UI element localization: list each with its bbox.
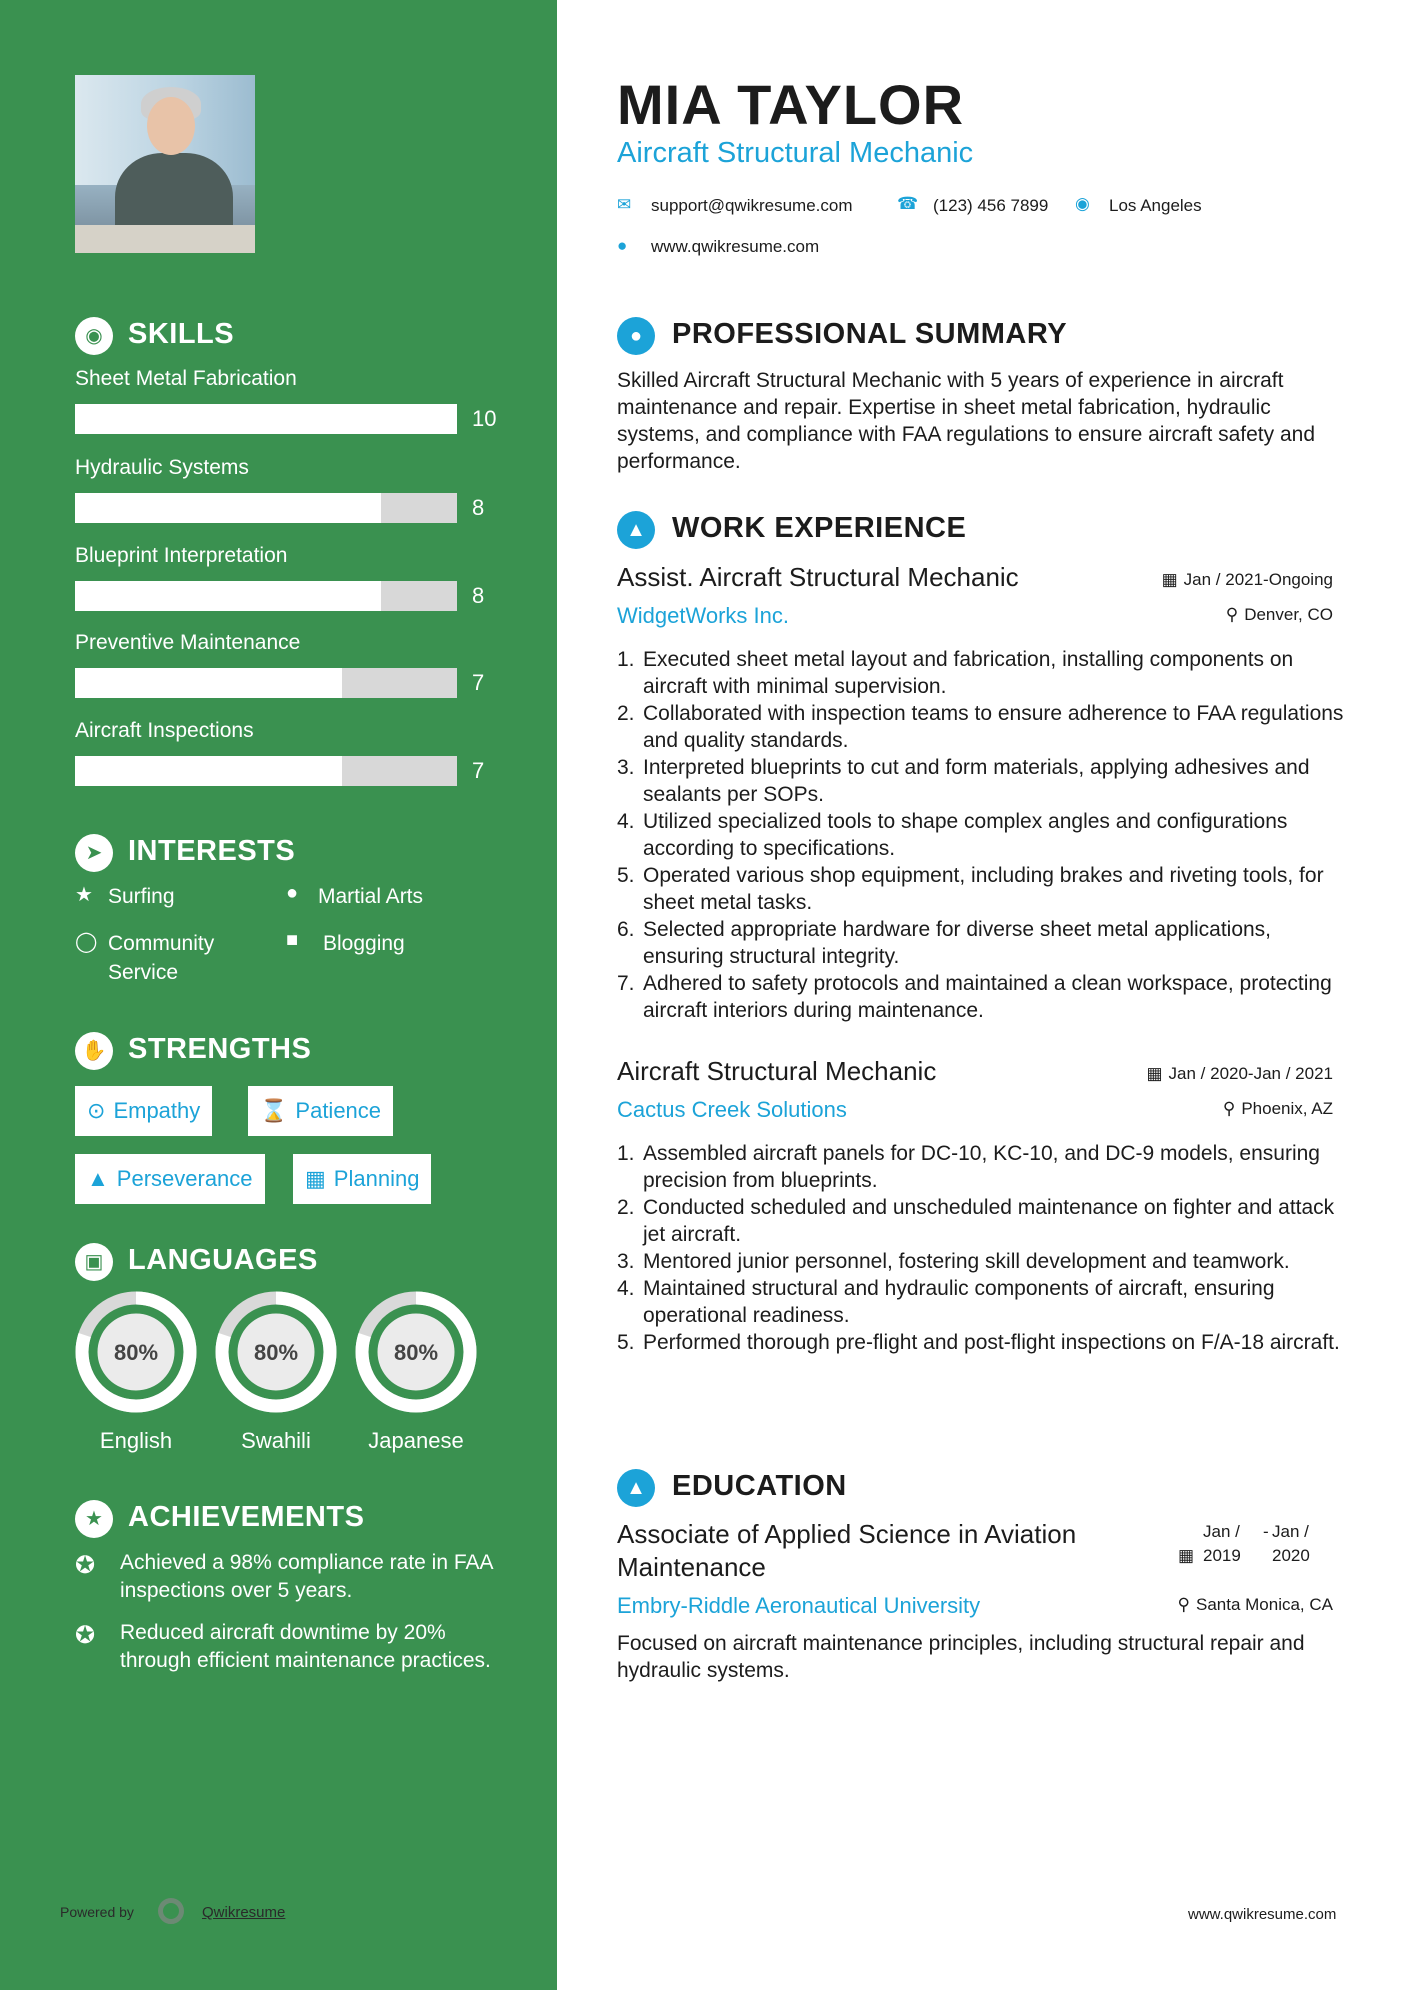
- list-item: 3. Mentored junior personnel, fostering skill development and teamwork.: [617, 1250, 1290, 1273]
- language-name: English: [99, 1428, 173, 1453]
- language-progress-ring: [214, 1290, 338, 1414]
- skill-bar: [75, 404, 457, 434]
- skill-bar: [75, 493, 457, 523]
- qwikresume-logo: [158, 1898, 184, 1924]
- language-progress-ring: [74, 1290, 198, 1414]
- qwikresume-link[interactable]: Qwikresume: [202, 1904, 286, 1921]
- star-icon: ★: [75, 884, 93, 906]
- candidate-role: Aircraft Structural Mechanic: [617, 137, 974, 169]
- skill-value: 7: [472, 670, 485, 695]
- skill-value: 10: [472, 406, 497, 431]
- candidate-name: MIA TAYLOR: [617, 73, 965, 136]
- skill-name: Preventive Maintenance: [75, 631, 301, 654]
- users-icon: ■: [286, 929, 299, 951]
- edu-location: ⚲ Santa Monica, CA: [1177, 1595, 1333, 1614]
- skill-value: 8: [472, 495, 485, 520]
- list-item: 5. Performed thorough pre-flight and post-flight inspections on F/A-18 aircraft.: [617, 1331, 1340, 1354]
- calendar-icon: ▦: [1178, 1546, 1195, 1565]
- contact-phone: (123) 456 7899: [933, 196, 1049, 215]
- skills-heading: SKILLS: [128, 318, 235, 350]
- strength-chip: ⌛ Patience: [248, 1086, 393, 1136]
- profile-photo: [75, 75, 255, 253]
- skill-bar: [75, 668, 457, 698]
- education-heading: EDUCATION: [672, 1470, 847, 1502]
- list-item: 5. Operated various shop equipment, including brakes and riveting tools, for sheet metal tasks.: [617, 864, 1324, 914]
- id-card-icon: ▣: [75, 1243, 113, 1281]
- hourglass-icon: ⌛: [260, 1098, 288, 1123]
- powered-by-label: Powered by: [60, 1904, 134, 1920]
- job-location: ⚲ Denver, CO: [1225, 605, 1333, 624]
- list-item: 6. Selected appropriate hardware for diverse sheet metal applications, ensuring structural integrity.: [617, 918, 1272, 968]
- lightbulb-icon: ◉: [75, 317, 113, 355]
- pin-icon: ⚲: [1222, 1099, 1236, 1118]
- achievement-item: Reduced aircraft downtime by 20% through efficient maintenance practices.: [120, 1621, 491, 1672]
- interest-item: Blogging: [323, 932, 405, 955]
- handshake-icon: ⊙: [87, 1098, 106, 1123]
- road-icon: ▲: [87, 1166, 109, 1191]
- skill-name: Sheet Metal Fabrication: [75, 367, 297, 390]
- chair-icon: ▲: [617, 511, 655, 549]
- list-item: 4. Utilized specialized tools to shape complex angles and configurations according to specifications.: [617, 810, 1288, 860]
- list-item: 2. Conducted scheduled and unscheduled maintenance on fighter and attack jet aircraft.: [617, 1196, 1335, 1246]
- language-percent: 80%: [393, 1340, 439, 1365]
- edu-date-separator: -: [1263, 1522, 1269, 1541]
- list-item: 1. Assembled aircraft panels for DC-10, KC-10, and DC-9 models, ensuring precision from blueprints.: [617, 1142, 1320, 1192]
- phone-icon: ☎: [897, 194, 919, 213]
- experience-heading: WORK EXPERIENCE: [672, 512, 967, 544]
- language-ring: [214, 1290, 338, 1414]
- achievement-item: Achieved a 98% compliance rate in FAA inspections over 5 years.: [120, 1551, 493, 1602]
- pin-icon: ⚲: [1177, 1595, 1190, 1614]
- globe-icon: ●: [286, 882, 299, 904]
- edu-date-end: Jan / 2020: [1272, 1522, 1310, 1565]
- language-ring: [74, 1290, 198, 1414]
- handshake-icon: ◯: [75, 931, 98, 953]
- list-item: 3. Interpreted blueprints to cut and form materials, applying adhesives and sealants per SOPs.: [617, 756, 1310, 806]
- job-dates: ▦ Jan / 2021-Ongoing: [1161, 570, 1333, 589]
- list-item: 1. Executed sheet metal layout and fabrication, installing components on aircraft with minimal supervision.: [617, 648, 1294, 698]
- languages-heading: LANGUAGES: [128, 1244, 318, 1276]
- school-name: Embry-Riddle Aeronautical University: [617, 1593, 981, 1618]
- pin-icon: ⚲: [1225, 605, 1239, 624]
- language-ring: [354, 1290, 478, 1414]
- language-name: Swahili: [241, 1428, 311, 1453]
- education-description: Focused on aircraft maintenance principles, including structural repair and hydraulic systems.: [617, 1632, 1305, 1682]
- job-dates: ▦ Jan / 2020-Jan / 2021: [1146, 1064, 1333, 1083]
- calendar-icon: ▦: [305, 1166, 326, 1191]
- award-icon: ✪: [75, 1622, 96, 1649]
- language-percent: 80%: [113, 1340, 159, 1365]
- skill-name: Blueprint Interpretation: [75, 544, 288, 567]
- calendar-icon: ▦: [1161, 570, 1178, 589]
- summary-heading: PROFESSIONAL SUMMARY: [672, 318, 1068, 350]
- language-name: Japanese: [368, 1428, 464, 1453]
- interest-item: Surfing: [108, 885, 175, 908]
- fist-icon: ✋: [75, 1032, 113, 1070]
- skill-bar: [75, 581, 457, 611]
- strength-chip: ▦ Planning: [293, 1154, 431, 1204]
- contact-location: Los Angeles: [1109, 196, 1202, 215]
- list-item: 2. Collaborated with inspection teams to ensure adherence to FAA regulations and quality standards.: [617, 702, 1344, 752]
- job-company: Cactus Creek Solutions: [617, 1097, 847, 1122]
- envelope-icon: ✉: [617, 195, 632, 214]
- strengths-heading: STRENGTHS: [128, 1033, 312, 1065]
- interest-item: Martial Arts: [318, 885, 424, 908]
- list-item: 4. Maintained structural and hydraulic components of aircraft, ensuring operational readiness.: [617, 1277, 1275, 1327]
- summary-text: Skilled Aircraft Structural Mechanic with 5 years of experience in aircraft maintenance and repair. Expertise in sheet metal fabrication, hydraulic systems, and compliance with FAA regulations to ensure aircraft safety and performance.: [617, 369, 1316, 473]
- award-icon: ✪: [75, 1552, 96, 1579]
- paper-plane-icon: ➤: [75, 834, 113, 872]
- skill-name: Hydraulic Systems: [75, 456, 249, 479]
- job-title: Aircraft Structural Mechanic: [617, 1056, 937, 1086]
- language-progress-ring: [354, 1290, 478, 1414]
- interest-item: Community Service: [108, 932, 215, 984]
- contact-email[interactable]: support@qwikresume.com: [651, 196, 853, 215]
- award-icon: ★: [75, 1500, 113, 1538]
- globe-icon: ●: [617, 236, 628, 255]
- footer-url[interactable]: www.qwikresume.com: [1188, 1906, 1337, 1923]
- language-percent: 80%: [253, 1340, 299, 1365]
- edu-date-start: Jan / 2019: [1203, 1522, 1241, 1565]
- contact-website[interactable]: www.qwikresume.com: [651, 237, 820, 256]
- strength-chip: ▲ Perseverance: [75, 1154, 265, 1204]
- calendar-icon: ▦: [1146, 1064, 1163, 1083]
- skill-value: 8: [472, 583, 485, 608]
- job-location: ⚲ Phoenix, AZ: [1222, 1099, 1333, 1118]
- achievements-heading: ACHIEVEMENTS: [128, 1501, 365, 1533]
- job-company: WidgetWorks Inc.: [617, 603, 789, 628]
- skill-bar: [75, 756, 457, 786]
- skill-name: Aircraft Inspections: [75, 719, 254, 742]
- graduation-cap-icon: ▲: [617, 1469, 655, 1507]
- map-marker-icon: ◉: [1075, 194, 1090, 213]
- degree-title: Associate of Applied Science in Aviation Maintenance: [617, 1519, 1077, 1582]
- list-item: 7. Adhered to safety protocols and maintained a clean workspace, protecting aircraft interiors during maintenance.: [617, 972, 1332, 1022]
- interests-heading: INTERESTS: [128, 835, 296, 867]
- sidebar: [0, 0, 557, 1990]
- user-icon: ●: [617, 317, 655, 355]
- skill-value: 7: [472, 758, 485, 783]
- strength-chip: ⊙ Empathy: [75, 1086, 212, 1136]
- job-title: Assist. Aircraft Structural Mechanic: [617, 562, 1019, 592]
